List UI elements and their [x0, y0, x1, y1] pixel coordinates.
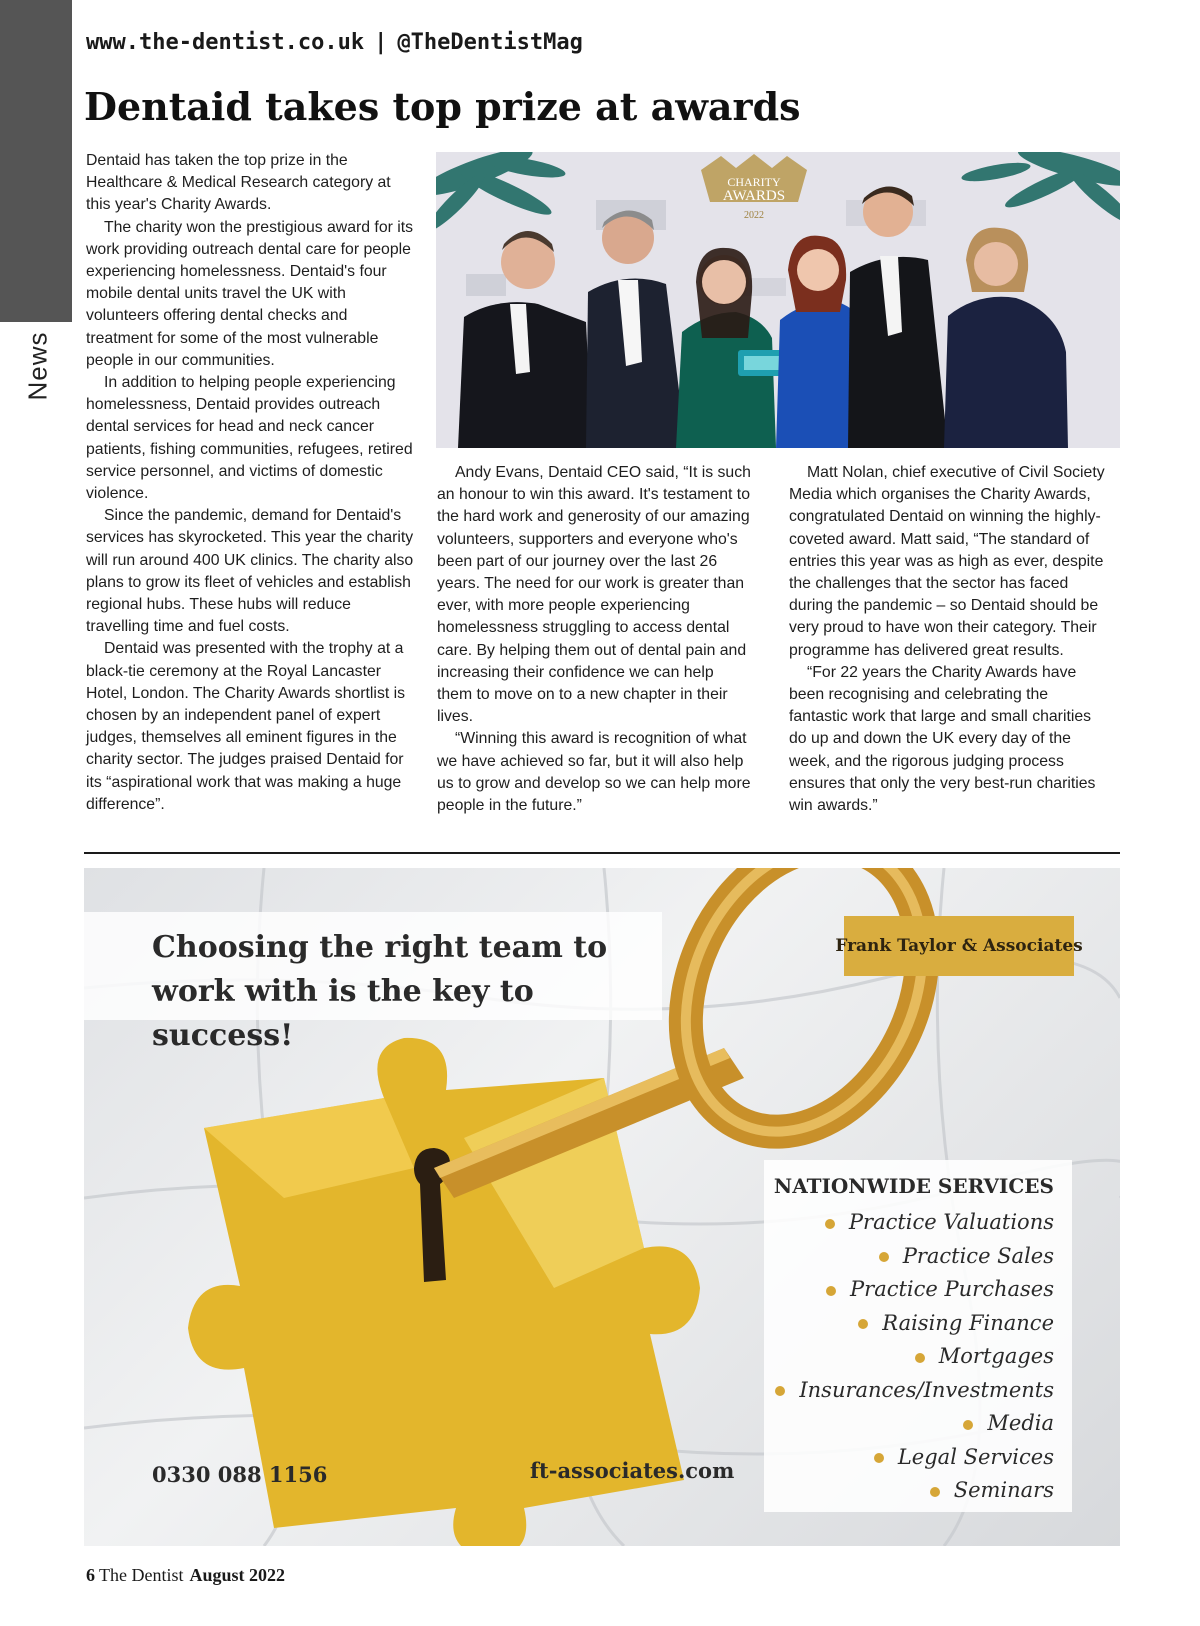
- bullet-icon: [826, 1286, 836, 1296]
- ad-website-link[interactable]: ft-associates.com: [530, 1458, 735, 1483]
- service-item: Practice Sales: [764, 1240, 1054, 1274]
- bullet-icon: [930, 1487, 940, 1497]
- masthead-website[interactable]: www.the-dentist.co.uk: [86, 30, 365, 55]
- article-paragraph: Matt Nolan, chief executive of Civil Society Media which organises the Charity Awards, congratulated Dentaid on winning the highly-coveted award. Matt said, “The standard of entries this year was as high as ever, despite the challenges that the sector has faced during the pandemic – so Dentaid should be very proud to have won their category. Their programme has delivered great results.: [789, 464, 1105, 659]
- ad-tagline: [84, 912, 662, 1053]
- article-column-2: [437, 462, 752, 817]
- ad-services-panel: [764, 1160, 1072, 1512]
- article-paragraph: Dentaid was presented with the trophy at a black-tie ceremony at the Royal Lancaster Hotel, London. The Charity Awards shortlist is chosen by an independent panel of expert judges, themselves all eminent figures in the charity sector. The judges praised Dentaid for its “aspirational work that was making a huge difference”.: [86, 640, 406, 813]
- page-footer: [86, 1565, 285, 1586]
- ad-phone-number[interactable]: 0330 088 1156: [152, 1462, 328, 1487]
- bullet-icon: [775, 1386, 785, 1396]
- ad-brand-badge: Frank Taylor & Associates: [844, 916, 1074, 976]
- article-paragraph: The charity won the prestigious award for its work providing outreach dental care for people experiencing homelessness. Dentaid's four mobile dental units travel the UK with volunteers offering dental checks and treatment for some of the most vulnerable people in our communities.: [86, 218, 414, 369]
- award-logo-line1: CHARITY: [727, 175, 781, 189]
- bullet-icon: [963, 1420, 973, 1430]
- awards-photo: [436, 152, 1120, 448]
- masthead-separator: |: [374, 30, 388, 55]
- ad-tagline-line1: Choosing the right team to: [152, 930, 608, 965]
- section-sidebar-bar: [0, 0, 72, 322]
- article-paragraph: “Winning this award is recognition of what we have achieved so far, but it will also help us to grow and develop so we can help more people in the future.”: [437, 730, 751, 815]
- service-item: Raising Finance: [764, 1307, 1054, 1341]
- article-paragraph: Since the pandemic, demand for Dentaid's services has skyrocketed. This year the charity will run around 400 UK clinics. The charity also plans to grow its fleet of vehicles and establish regional hubs. These hubs will reduce travelling time and fuel costs.: [86, 507, 414, 636]
- service-item: Insurances/Investments: [764, 1374, 1054, 1408]
- service-item: Mortgages: [764, 1340, 1054, 1374]
- advertisement[interactable]: [84, 868, 1120, 1546]
- section-divider: [84, 852, 1120, 854]
- article-paragraph: Dentaid has taken the top prize in the Healthcare & Medical Research category at this year's Charity Awards.: [86, 152, 391, 214]
- section-label: News: [22, 331, 53, 401]
- issue-date: August 2022: [189, 1565, 286, 1585]
- award-logo-line2: AWARDS: [722, 188, 786, 204]
- bullet-icon: [874, 1453, 884, 1463]
- article-paragraph: “For 22 years the Charity Awards have been recognising and celebrating the fantastic work that large and small charities do up and down the UK every day of the week, and the rigorous judging process ensures that only the very best-run charities win awards.”: [789, 663, 1096, 815]
- masthead-social-handle[interactable]: @TheDentistMag: [397, 30, 583, 55]
- ad-tagline-line2: work with is the key to success!: [152, 974, 534, 1053]
- article-column-1: [86, 150, 418, 816]
- services-title: NATIONWIDE SERVICES: [773, 1174, 1054, 1198]
- article-paragraph: In addition to helping people experiencing homelessness, Dentaid provides outreach dental services for head and neck cancer patients, fishing communities, refugees, retired service personnel, and victims of domestic violence.: [86, 374, 413, 503]
- service-item: Seminars: [764, 1474, 1054, 1508]
- masthead: [86, 30, 583, 55]
- publication-name: The Dentist: [99, 1565, 184, 1585]
- bullet-icon: [879, 1252, 889, 1262]
- service-item: Legal Services: [764, 1441, 1054, 1475]
- service-item: Media: [764, 1407, 1054, 1441]
- award-logo-year: 2022: [744, 210, 764, 221]
- page-number: 6: [86, 1565, 95, 1585]
- services-list: [764, 1206, 1054, 1508]
- service-item: Practice Purchases: [764, 1273, 1054, 1307]
- bullet-icon: [858, 1319, 868, 1329]
- service-item: Practice Valuations: [764, 1206, 1054, 1240]
- bullet-icon: [915, 1353, 925, 1363]
- bullet-icon: [825, 1219, 835, 1229]
- article-headline: Dentaid takes top prize at awards: [84, 84, 801, 129]
- article-column-3: [789, 462, 1109, 817]
- article-paragraph: Andy Evans, Dentaid CEO said, “It is such an honour to win this award. It's testament to the hard work and generosity of our amazing volunteers, supporters and everyone who's been part of our journey over the last 26 years. The need for our work is greater than ever, with more people experiencing homelessness struggling to access dental care. By helping them out of dental pain and increasing their confidence we can help them to move on to a new chapter in their lives.: [437, 464, 751, 726]
